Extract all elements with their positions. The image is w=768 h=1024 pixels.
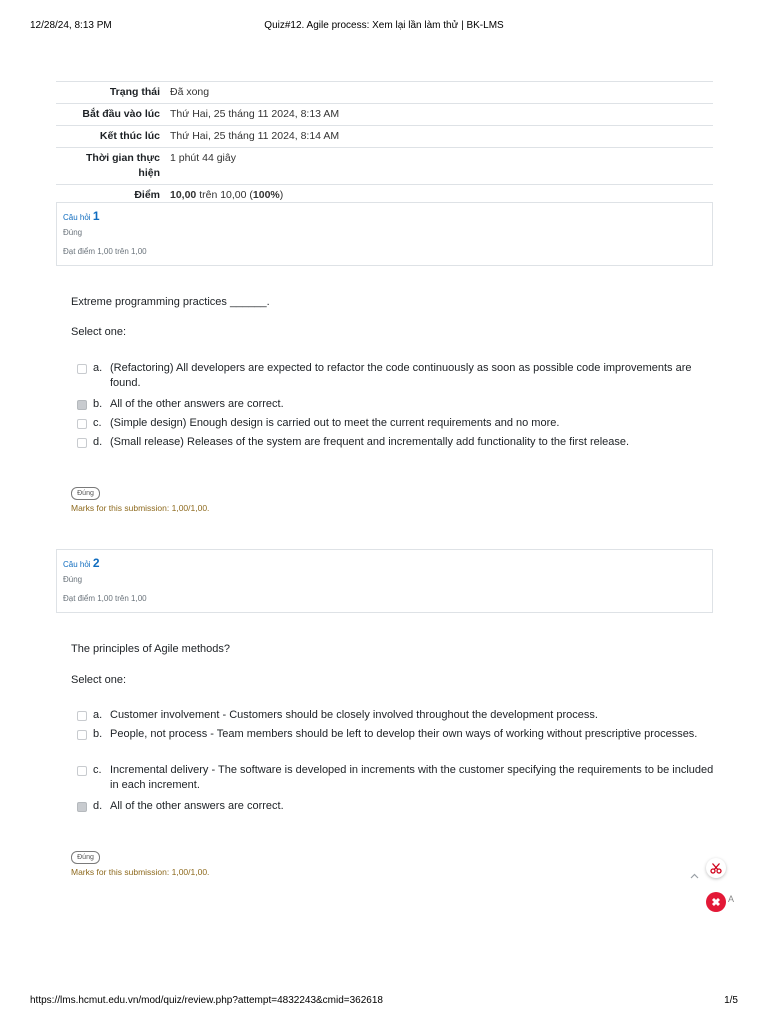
question-text: Extreme programming practices ______. [71, 296, 270, 308]
grade-close: ) [279, 189, 284, 201]
page-number: 1/5 [724, 995, 738, 1006]
grade-percent: 100% [252, 189, 280, 201]
question-label: Câu hỏi [63, 560, 91, 569]
answer-letter: c. [93, 417, 102, 429]
radio-button[interactable] [77, 730, 87, 740]
summary-label: Điểm [134, 189, 160, 201]
attempt-summary-table [56, 81, 713, 207]
correct-badge: Đúng [71, 851, 100, 864]
question-text: The principles of Agile methods? [71, 643, 230, 655]
answer-option[interactable] [76, 416, 716, 431]
answer-letter: b. [93, 398, 103, 410]
summary-label: Bắt đầu vào lúc [82, 108, 160, 120]
question-number-value: 2 [92, 556, 100, 570]
summary-label: Kết thúc lúc [99, 130, 160, 142]
correct-badge: Đúng [71, 487, 100, 500]
answer-text: Incremental delivery - The software is developed in increments with the customer specifying the requirements to be included in each increment. [110, 764, 714, 791]
print-date: 12/28/24, 8:13 PM [30, 20, 112, 31]
answer-option[interactable] [76, 435, 716, 450]
question-number [63, 556, 100, 570]
answer-text: (Refactoring) All developers are expected to refactor the code continuously as soon as possible code improvements are found. [110, 362, 692, 389]
marks-text: Marks for this submission: 1,00/1,00. [71, 867, 210, 877]
marks-text: Marks for this submission: 1,00/1,00. [71, 503, 210, 513]
print-header [30, 20, 738, 34]
answer-text: All of the other answers are correct. [110, 398, 284, 410]
summary-value: 1 phút 44 giây [170, 152, 236, 164]
question-label: Câu hỏi [63, 213, 91, 222]
answer-text: Customer involvement - Customers should be closely involved throughout the development process. [110, 709, 598, 721]
answer-option[interactable] [76, 361, 716, 391]
summary-value: Thứ Hai, 25 tháng 11 2024, 8:14 AM [170, 130, 340, 142]
answer-letter: c. [93, 764, 102, 776]
answer-letter: a. [93, 362, 103, 374]
question-info-1 [56, 202, 713, 266]
answer-text: (Simple design) Enough design is carried out to meet the current requirements and no more. [110, 417, 560, 429]
answer-option[interactable] [76, 763, 716, 793]
summary-row-duration [56, 148, 713, 185]
question-number [63, 209, 100, 223]
assistant-side-text: A [728, 894, 735, 904]
summary-label [56, 148, 166, 185]
question-state: Đúng [63, 228, 83, 237]
grade-score: 10,00 [170, 189, 197, 201]
radio-button[interactable] [77, 711, 87, 721]
summary-label: Trạng thái [109, 86, 160, 98]
answer-text: (Small release) Releases of the system are frequent and incrementally add functionality to the first release. [110, 436, 630, 448]
logo-icon: ✖ [711, 896, 721, 909]
print-footer [30, 995, 738, 1009]
question-state: Đúng [63, 575, 83, 584]
question-grade: Đạt điểm 1,00 trên 1,00 [63, 594, 147, 603]
answer-letter: b. [93, 728, 103, 740]
answer-letter: d. [93, 800, 103, 812]
radio-button[interactable] [77, 766, 87, 776]
grade-out-of: trên 10,00 ( [196, 189, 253, 201]
radio-button[interactable] [77, 364, 87, 374]
question-grade: Đạt điểm 1,00 trên 1,00 [63, 247, 147, 256]
summary-row-started [56, 104, 713, 126]
radio-button[interactable] [77, 438, 87, 448]
answer-option[interactable] [76, 708, 716, 723]
summary-label-text: Thời gian thực hiện [86, 152, 160, 179]
print-title: Quiz#12. Agile process: Xem lại lần làm thử | BK-LMS [264, 20, 504, 31]
question-number-value: 1 [92, 209, 100, 223]
summary-row-completed [56, 126, 713, 148]
select-one-prompt: Select one: [71, 326, 127, 338]
summary-value: Thứ Hai, 25 tháng 11 2024, 8:13 AM [170, 108, 340, 120]
radio-button[interactable] [77, 419, 87, 429]
answer-text: All of the other answers are correct. [110, 800, 284, 812]
answer-letter: a. [93, 709, 103, 721]
select-one-prompt: Select one: [71, 674, 127, 686]
question-info-2 [56, 549, 713, 613]
scissors-button[interactable] [706, 858, 726, 878]
radio-button-selected[interactable] [77, 802, 87, 812]
print-url: https://lms.hcmut.edu.vn/mod/quiz/review.php?attempt=4832243&cmid=362618 [30, 995, 383, 1006]
answer-letter: d. [93, 436, 103, 448]
answer-option[interactable] [76, 727, 716, 757]
summary-row-state [56, 82, 713, 104]
summary-value: Đã xong [170, 86, 210, 98]
radio-button-selected[interactable] [77, 400, 87, 410]
scissors-icon [710, 862, 722, 874]
answer-option[interactable] [76, 397, 716, 412]
answer-text: People, not process - Team members should be left to develop their own ways of working without prescriptive processes. [110, 728, 698, 740]
answer-option[interactable] [76, 799, 716, 814]
chevron-up-icon[interactable] [690, 872, 699, 881]
assistant-logo-button[interactable] [706, 892, 726, 912]
